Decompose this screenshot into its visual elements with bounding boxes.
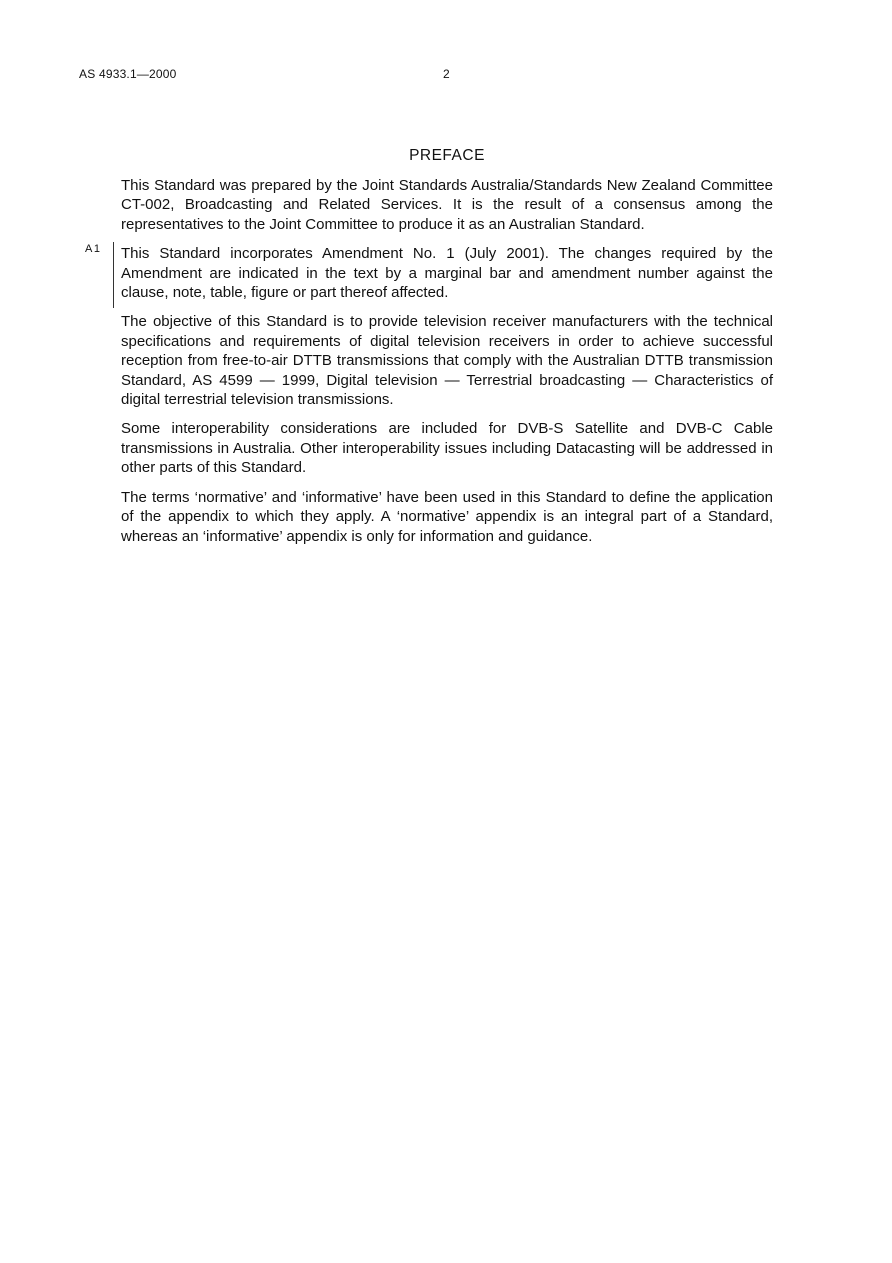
paragraph-amendment: This Standard incorporates Amendment No. 1 (July 2001). The changes required by the Amendment are indicated in the text by a marginal bar and amendment number against the clause, note, table, figure or part thereof affected.	[121, 245, 773, 302]
paragraph-normative-informative: The terms ‘normative’ and ‘informative’ have been used in this Standard to define the application of the appendix to which they apply. A ‘normative’ appendix is an integral part of a Standard, whereas an ‘informative’ appendix is only for information and guidance.	[121, 488, 773, 545]
paragraph-interoperability: Some interoperability considerations are included for DVB-S Satellite and DVB-C Cable transmissions in Australia. Other interoperability issues including Datacasting will be addressed in other parts of this Standard.	[121, 420, 773, 477]
preface-heading	[0, 147, 892, 165]
amended-paragraph	[85, 243, 773, 302]
amendment-marker: A1	[85, 243, 102, 256]
preface-body	[85, 176, 773, 556]
preface-heading-text: PREFACE	[409, 147, 485, 164]
page-number: 2	[443, 67, 450, 81]
paragraph-committee: This Standard was prepared by the Joint Standards Australia/Standards New Zealand Committee CT-002, Broadcasting and Related Services. It is the result of a consensus among the representatives to the Joint Committee to produce it as an Australian Standard.	[121, 177, 773, 233]
document-id: AS 4933.1—2000	[79, 67, 177, 81]
paragraph-objective: The objective of this Standard is to provide television receiver manufacturers with the technical specifications and requirements of digital television receivers in order to achieve successful reception from free-to-air DTTB transmissions that comply with the Australian DTTB transmission Standard, AS 4599 — 1999, Digital television — Terrestrial broadcasting — Characteristics of digital terrestrial television transmissions.	[121, 313, 773, 409]
